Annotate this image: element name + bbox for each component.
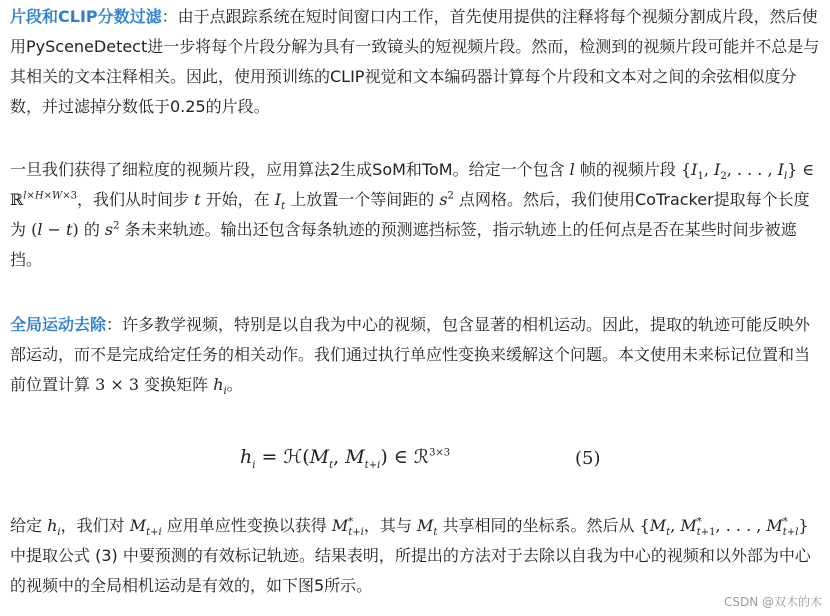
section-keyword: 片段和CLIP分数过滤	[10, 7, 162, 26]
equation-5	[0, 442, 830, 482]
equation-number: (5)	[575, 448, 601, 469]
math-inline: (l − t)	[31, 220, 79, 239]
paragraph-clip-filtering: 片段和CLIP分数过滤：由于点跟踪系统在短时间窗口内工作，首先使用提供的注释将每个视频分割成片段，然后使用PySceneDetect进一步将每个片段分解为具有一致镜头的短视频片段。然而，检测到的视频片段可能并不总是与其相关的文本注释相关。因此，使用预训练的CLIP视觉和文本编码器计算每个片段和文本对之间的余弦相似度分数，并过滤掉分数低于0.25的片段。	[10, 7, 820, 116]
math-inline: {$M_t$, $M^*_{t+1}$, . . . , $M^*_{t+l}$}	[639, 516, 809, 539]
csdn-watermark: CSDN @双木的木	[723, 595, 822, 609]
math-inline: $s^2$	[104, 220, 120, 239]
paragraph-som-tom: 一旦我们获得了细粒度的视频片段，应用算法2生成SoM和ToM。给定一个包含 l 帧的视频片段 {$I_1$, $I_2$, . . . , $I_l$} ∈ ℝ$^{l\times H\times W\times 3}$，我们从时间步 t 开始，在 $I_t$ 上放置一个等间距的 $s^2$ 点网格。然后，我们使用CoTracker提取每个长度为 (l − t) 的 $s^2$ 条未来轨迹。输出还包含每条轨迹的预测遮挡标签，指示轨迹上的任何点是否在某些时间步被遮挡。	[10, 160, 815, 269]
math-inline: t	[194, 190, 201, 209]
equation-body: $h_i$ = $ℋ(M_t$, $M_{t+i}$) ∈ ℛ$^{3\times 3}$	[240, 446, 451, 471]
math-inline: 3 × 3	[95, 375, 140, 394]
paragraph-text: 由于点跟踪系统在短时间窗口内工作，首先使用提供的注释将每个视频分割成片段，然后使用PySceneDetect进一步将每个片段分解为具有一致镜头的短视频片段。然而，检测到的视频片段可能并不总是与其相关的文本注释相关。因此，使用预训练的CLIP视觉和文本编码器计算每个片段和文本对之间的余弦相似度分数，并过滤掉分数低于0.25的片段。	[10, 7, 820, 116]
math-inline: $s^2$	[439, 190, 454, 209]
section-keyword: 全局运动去除	[10, 315, 107, 334]
math-inline: $M_t$	[416, 516, 438, 539]
math-inline: $M^*_{t+i}$	[331, 516, 364, 539]
paragraph-global-motion: 全局运动去除：许多教学视频，特别是以自我为中心的视频，包含显著的相机运动。因此，提取的轨迹可能反映外部运动，而不是完成给定任务的相关动作。我们通过执行单应性变换来缓解这个问题。本文使用未来标记位置和当前位置计算 3 × 3 变换矩阵 $h_i$。	[10, 315, 811, 398]
math-inline: {$I_1$, $I_2$, . . . , $I_l$} ∈ ℝ$^{l\times H\times W\times 3}$	[10, 160, 815, 209]
math-inline: l	[569, 160, 575, 179]
paragraph-homography: 给定 $h_i$，我们对 $M_{t+i}$ 应用单应性变换以获得 $M^*_{t+i}$，其与 $M_t$ 共享相同的坐标系。然后从 {$M_t$, $M^*_{t+1}$, . . . , $M^*_{t+l}$} 中提取公式 (3) 中要预测的有效标记轨迹。结果表明，所提出的方法对于去除以自我为中心的视频和以外部为中心的视频中的全局相机运动是有效的，如下图5所示。	[10, 516, 811, 595]
math-inline: $M_{t+i}$	[129, 516, 162, 539]
math-inline: $h_i$	[213, 375, 227, 398]
math-inline: $I_t$	[274, 190, 286, 213]
math-inline: $h_i$	[47, 516, 61, 539]
